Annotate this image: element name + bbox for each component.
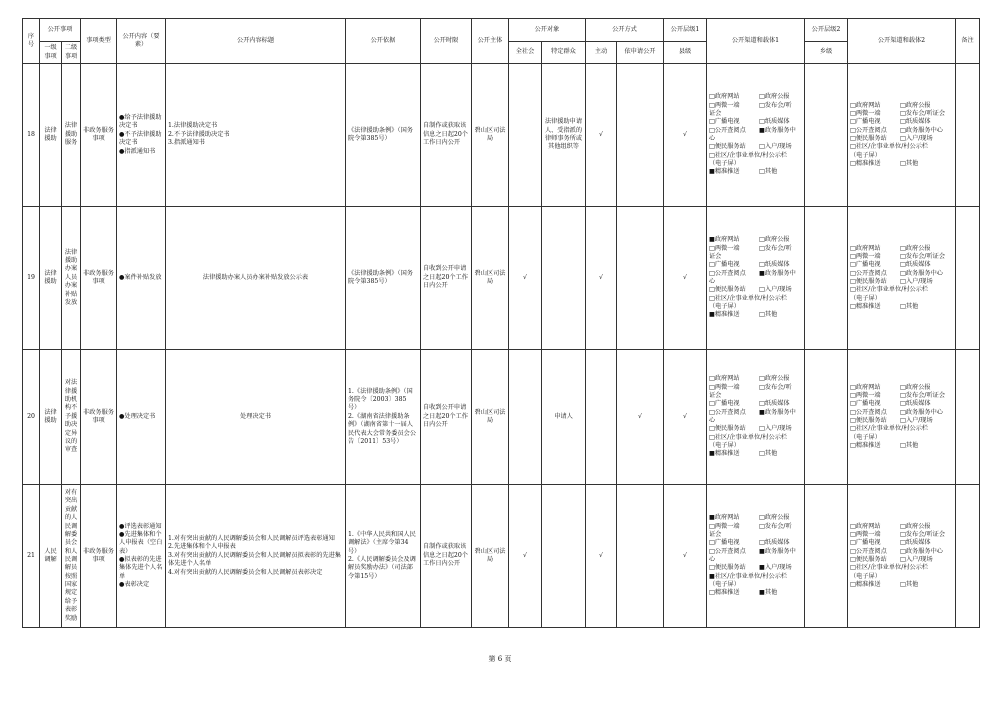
channel-options (850, 102, 953, 169)
row-content-elements: ●处理决定书 (117, 350, 166, 485)
table-row (23, 485, 980, 628)
channel-options (709, 514, 802, 598)
row-level2: 对有突出贡献的人民调解委员会和人民调解员按照国家规定给予表彰奖励 (62, 485, 81, 628)
row-channel-2 (848, 207, 956, 350)
row-basis: 《法律援助条例》（国务院令第385号） (346, 64, 421, 207)
row-content-title: 处理决定书 (166, 350, 346, 485)
channel-options-left: □政府网站 □两微一端 证会 □广播电视 □公开查阅点 心 □便民服务站 □社区/企事业单位/村公示栏 （电子屏） ■精准推送 (709, 375, 788, 458)
row-item-type: 非政务服务事项 (81, 350, 117, 485)
row-township (805, 350, 848, 485)
row-content-title: 1.法律援助决定书 2.不予法律援助决定书 3.指派通知书 (166, 64, 346, 207)
row-time-limit: 自制作或获取该信息之日起20个工作日内公开 (421, 485, 472, 628)
channel-options-right: □政府公报 □发布会/听 □纸质媒体 ■政务服务中 □入户/现场 □其他 (759, 93, 796, 176)
row-on-request (617, 207, 664, 350)
row-active: √ (586, 485, 617, 628)
header-channel-1: 公开渠道和载体1 (707, 19, 805, 64)
row-county: √ (664, 485, 707, 628)
header-active: 主动 (586, 42, 617, 64)
header-level2: 二级事项 (62, 42, 81, 64)
row-active (586, 350, 617, 485)
row-level1: 法律援助 (40, 64, 62, 207)
row-subject: 碧山区司法局 (472, 485, 509, 628)
row-seq: 21 (23, 485, 40, 628)
row-subject: 碧山区司法局 (472, 207, 509, 350)
channel-options-right: □政府公报 □发布会/听证会 □纸质媒体 □政务服务中心 □入户/现场 □其他 (900, 383, 946, 450)
header-content-title: 公开内容标题 (166, 19, 346, 64)
row-remark (956, 485, 980, 628)
header-content-elements: 公开内容（要素） (117, 19, 166, 64)
channel-options-right: □政府公报 □发布会/听证会 □纸质媒体 □政务服务中心 □入户/现场 □其他 (900, 244, 946, 311)
page-number: 第 6 页 (488, 655, 512, 663)
row-item-type: 非政务服务事项 (81, 64, 117, 207)
channel-options (709, 236, 802, 320)
table-row (23, 64, 980, 207)
header-subject: 公开主体 (472, 19, 509, 64)
header-level-1-group: 公开层级1 (664, 19, 707, 42)
header-seq: 序号 (23, 19, 40, 64)
row-time-limit: 自收到公开申请之日起20个工作日内公开 (421, 350, 472, 485)
header-method-group: 公开方式 (586, 19, 664, 42)
channel-options (850, 384, 953, 451)
row-channel-1 (707, 350, 805, 485)
row-public-all (509, 350, 542, 485)
channel-options-left: ■政府网站 □两微一端 证会 □广播电视 □公开查阅点 心 □便民服务站 ■社区/企事业单位/村公示栏 （电子屏） □精准推送 (709, 514, 788, 597)
row-township (805, 485, 848, 628)
row-level1: 法律援助 (40, 207, 62, 350)
row-seq: 19 (23, 207, 40, 350)
row-remark (956, 64, 980, 207)
header-remarks: 备注 (956, 19, 980, 64)
channel-options-left: ■政府网站 □两微一端 证会 □广播电视 □公开查阅点 心 □便民服务站 □社区/企事业单位/村公示栏 （电子屏） ■精准推送 (709, 236, 788, 319)
row-time-limit: 自制作或获取该信息之日起20个工作日内公开 (421, 64, 472, 207)
row-content-elements: ●评选表彰通知 ●先进集体和个人申报表（空白表） ●拟表彰的先进集体先进个人名单 ●表彰决定 (117, 485, 166, 628)
row-channel-1 (707, 485, 805, 628)
row-specific-group: 申请人 (542, 350, 586, 485)
channel-options-left: □政府网站 □两微一端 □广播电视 □公开查阅点 □便民服务站 □社区/企事业单位/村公示栏 （电子屏） □精准推送 (850, 522, 929, 589)
row-level1: 人民调解 (40, 485, 62, 628)
row-content-title: 1.对有突出贡献的人民调解委员会和人民调解员评选表彰通知 2.先进集体和个人申报表 3.对有突出贡献的人民调解委员会和人民调解员拟表彰的先进集体先进个人名单 4.对有突出贡献的人民调解委员会和人民调解员表彰决定 (166, 485, 346, 628)
row-county: √ (664, 350, 707, 485)
row-township (805, 64, 848, 207)
header-on-request: 依申请公开 (617, 42, 664, 64)
header-items-group: 公开事项 (40, 19, 81, 42)
row-remark (956, 207, 980, 350)
row-level1: 法律援助 (40, 350, 62, 485)
disclosure-table (22, 18, 980, 628)
channel-options (709, 93, 802, 177)
row-channel-2 (848, 64, 956, 207)
row-specific-group: 法律援助申请人、受指派的律师事务所或其他组织等 (542, 64, 586, 207)
row-subject: 碧山区司法局 (472, 350, 509, 485)
row-county: √ (664, 64, 707, 207)
row-on-request (617, 485, 664, 628)
row-content-elements: ●给予法律援助决定书 ●不予法律援助决定书 ●指派通知书 (117, 64, 166, 207)
row-active: √ (586, 64, 617, 207)
row-public-all (509, 64, 542, 207)
row-content-elements: ●案件补贴发放 (117, 207, 166, 350)
channel-options-right: □政府公报 □发布会/听 □纸质媒体 ■政务服务中 ■入户/现场 ■其他 (759, 514, 796, 597)
table-row (23, 350, 980, 485)
row-specific-group (542, 485, 586, 628)
header-level1: 一级事项 (40, 42, 62, 64)
row-channel-1 (707, 207, 805, 350)
row-level2: 法律援助办案人员办案补贴发放 (62, 207, 81, 350)
row-on-request (617, 64, 664, 207)
channel-options-right: □政府公报 □发布会/听 □纸质媒体 ■政务服务中 □入户/现场 □其他 (759, 375, 796, 458)
row-township (805, 207, 848, 350)
row-level2: 法律援助服务 (62, 64, 81, 207)
row-remark (956, 350, 980, 485)
row-active: √ (586, 207, 617, 350)
header-basis: 公开依据 (346, 19, 421, 64)
row-basis: 1.《中华人民共和国人民调解法》（主席令第34号） 2.《人民调解委员会及调解员奖励办法》（司法部令第15号） (346, 485, 421, 628)
row-channel-1 (707, 64, 805, 207)
header-channel-2: 公开渠道和载体2 (848, 19, 956, 64)
row-content-title: 法律援助办案人员办案补贴发放公示表 (166, 207, 346, 350)
header-township: 乡级 (805, 42, 848, 64)
channel-options-left: □政府网站 □两微一端 □广播电视 □公开查阅点 □便民服务站 □社区/企事业单位/村公示栏 （电子屏） □精准推送 (850, 244, 929, 311)
header-target-group: 公开对象 (509, 19, 586, 42)
channel-options-left: □政府网站 □两微一端 证会 □广播电视 □公开查阅点 心 □便民服务站 □社区/企事业单位/村公示栏 （电子屏） ■精准推送 (709, 93, 788, 176)
header-specific-group: 特定群众 (542, 42, 586, 64)
channel-options-right: □政府公报 □发布会/听 □纸质媒体 ■政务服务中 □入户/现场 □其他 (759, 236, 796, 319)
row-seq: 20 (23, 350, 40, 485)
channel-options-right: □政府公报 □发布会/听证会 □纸质媒体 □政务服务中心 □入户/现场 □其他 (900, 522, 946, 589)
row-public-all: √ (509, 207, 542, 350)
row-channel-2 (848, 350, 956, 485)
channel-options (850, 523, 953, 590)
row-time-limit: 自收到公开申请之日起20个工作日内公开 (421, 207, 472, 350)
header-time-limit: 公开时限 (421, 19, 472, 64)
row-basis: 《法律援助条例》（国务院令第385号） (346, 207, 421, 350)
row-item-type: 非政务服务事项 (81, 207, 117, 350)
channel-options-right: □政府公报 □发布会/听证会 □纸质媒体 □政务服务中心 □入户/现场 □其他 (900, 101, 946, 168)
table-row (23, 207, 980, 350)
row-basis: 1.《法律援助条例》（国务院令〔2003〕385号） 2.《湖南省法律援助条例》（湖南省第十一届人民代表大会常务委员会公告〔2011〕53号） (346, 350, 421, 485)
header-level-2-group: 公开层级2 (805, 19, 848, 42)
row-channel-2 (848, 485, 956, 628)
row-level2: 对法律援助机构不予援助决定异议的审查 (62, 350, 81, 485)
channel-options (850, 245, 953, 312)
row-county: √ (664, 207, 707, 350)
row-subject: 碧山区司法局 (472, 64, 509, 207)
row-on-request: √ (617, 350, 664, 485)
row-public-all: √ (509, 485, 542, 628)
channel-options (709, 375, 802, 459)
channel-options-left: □政府网站 □两微一端 □广播电视 □公开查阅点 □便民服务站 □社区/企事业单位/村公示栏 （电子屏） □精准推送 (850, 101, 929, 168)
header-public-all: 全社会 (509, 42, 542, 64)
row-item-type: 非政务服务事项 (81, 485, 117, 628)
channel-options-left: □政府网站 □两微一端 □广播电视 □公开查阅点 □便民服务站 □社区/企事业单位/村公示栏 （电子屏） □精准推送 (850, 383, 929, 450)
header-county: 县级 (664, 42, 707, 64)
row-seq: 18 (23, 64, 40, 207)
header-item-type: 事项类型 (81, 19, 117, 64)
row-specific-group (542, 207, 586, 350)
